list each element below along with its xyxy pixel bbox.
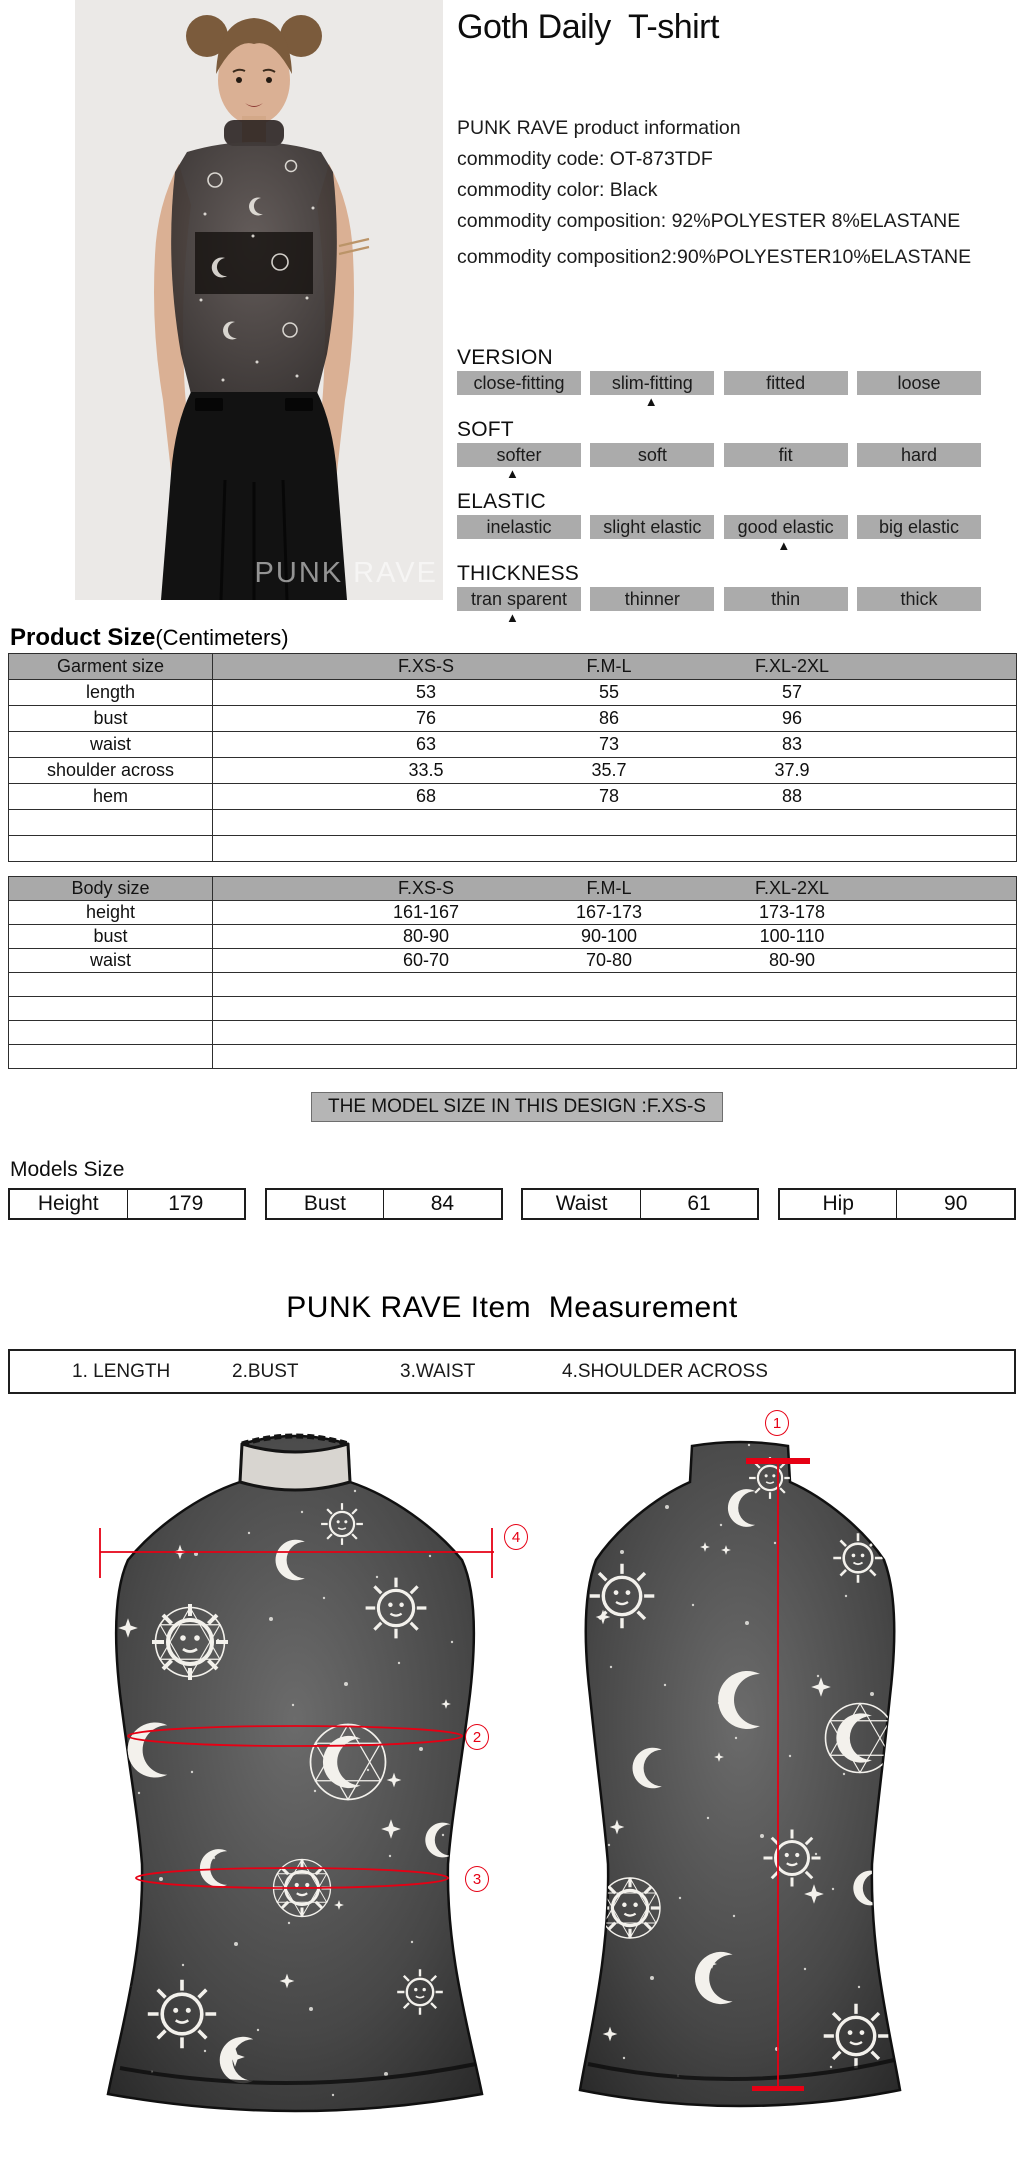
- value-cell: [884, 836, 1017, 862]
- model-photo: [75, 0, 443, 600]
- value-cell: [884, 784, 1017, 810]
- value-cell: [213, 949, 335, 973]
- table-row: [9, 973, 1017, 997]
- attribute-option: soft: [590, 443, 714, 467]
- value-cell: [213, 680, 335, 706]
- measure-marker-4: 4: [504, 1524, 528, 1550]
- value-cell: [884, 1045, 1017, 1069]
- value-cell: 33.5: [335, 758, 518, 784]
- row-label-cell: length: [9, 680, 213, 706]
- legend-item-2: 2.BUST: [232, 1361, 299, 1382]
- value-cell: F.XS-S: [335, 877, 518, 901]
- value-cell: 76: [335, 706, 518, 732]
- table-row: [9, 810, 1017, 836]
- value-cell: [884, 949, 1017, 973]
- attribute-option: thin: [724, 587, 848, 611]
- value-cell: [213, 706, 335, 732]
- row-label-cell: height: [9, 901, 213, 925]
- legend-item-3: 3.WAIST: [400, 1361, 476, 1382]
- product-info-line: PUNK RAVE product information: [457, 117, 741, 139]
- value-cell: [518, 973, 701, 997]
- value-cell: [518, 1045, 701, 1069]
- model-size-box-height: [8, 1188, 246, 1220]
- value-cell: 90-100: [518, 925, 701, 949]
- row-label-cell: shoulder across: [9, 758, 213, 784]
- value-cell: [884, 654, 1017, 680]
- value-cell: 53: [335, 680, 518, 706]
- attribute-name: THICKNESS: [457, 562, 579, 585]
- attribute-thickness: [457, 564, 981, 636]
- models-size-label: Models Size: [10, 1158, 125, 1181]
- table-header-row: [9, 654, 1017, 680]
- value-cell: 100-110: [701, 925, 884, 949]
- value-cell: [213, 973, 335, 997]
- attribute-option: slight elastic: [590, 515, 714, 539]
- table-row: [9, 997, 1017, 1021]
- value-cell: [335, 810, 518, 836]
- attribute-option: tran sparent: [457, 587, 581, 611]
- measurement-heading: PUNK RAVE Item Measurement: [286, 1291, 738, 1324]
- body-size-table: [8, 876, 1017, 1069]
- row-label-cell: bust: [9, 706, 213, 732]
- value-cell: 70-80: [518, 949, 701, 973]
- model-size-box-waist: [521, 1188, 759, 1220]
- table-row: [9, 706, 1017, 732]
- value-cell: [701, 1021, 884, 1045]
- table-row: [9, 1045, 1017, 1069]
- value-cell: [518, 997, 701, 1021]
- value-cell: 37.9: [701, 758, 884, 784]
- value-cell: [884, 877, 1017, 901]
- table-row: [9, 758, 1017, 784]
- value-cell: [213, 877, 335, 901]
- value-cell: F.M-L: [518, 877, 701, 901]
- value-cell: [213, 1045, 335, 1069]
- attribute-option: fitted: [724, 371, 848, 395]
- model-size-name: Waist: [523, 1190, 641, 1218]
- value-cell: [213, 732, 335, 758]
- attribute-name: SOFT: [457, 418, 514, 441]
- value-cell: [335, 1045, 518, 1069]
- row-label-cell: [9, 836, 213, 862]
- value-cell: [884, 925, 1017, 949]
- attribute-option: slim-fitting: [590, 371, 714, 395]
- product-info: [457, 113, 1017, 273]
- value-cell: 63: [335, 732, 518, 758]
- measurement-legend: [8, 1349, 1016, 1394]
- value-cell: [213, 810, 335, 836]
- value-cell: F.XL-2XL: [701, 654, 884, 680]
- product-info-line: commodity composition2:90%POLYESTER10%ELASTANE: [457, 246, 972, 268]
- attribute-option: big elastic: [857, 515, 981, 539]
- attribute-option: fit: [724, 443, 848, 467]
- value-cell: 60-70: [335, 949, 518, 973]
- table-row: [9, 680, 1017, 706]
- value-cell: 80-90: [701, 949, 884, 973]
- value-cell: [884, 973, 1017, 997]
- table-header-row: [9, 877, 1017, 901]
- table-row: [9, 784, 1017, 810]
- garment-back-image: [560, 1438, 920, 2122]
- model-illustration: [75, 0, 443, 600]
- value-cell: 55: [518, 680, 701, 706]
- model-size-box-hip: [778, 1188, 1016, 1220]
- value-cell: [701, 1045, 884, 1069]
- model-size-name: Height: [10, 1190, 128, 1218]
- value-cell: 96: [701, 706, 884, 732]
- value-cell: [884, 997, 1017, 1021]
- product-info-line: commodity code: OT-873TDF: [457, 148, 713, 170]
- legend-item-1: 1. LENGTH: [72, 1361, 171, 1382]
- attribute-name: VERSION: [457, 346, 553, 369]
- value-cell: [518, 810, 701, 836]
- model-size-value: 179: [168, 1192, 204, 1215]
- value-cell: F.M-L: [518, 654, 701, 680]
- page-title: Goth Daily T-shirt: [457, 8, 719, 46]
- model-size-value: 90: [944, 1192, 968, 1215]
- value-cell: 86: [518, 706, 701, 732]
- value-cell: 83: [701, 732, 884, 758]
- value-cell: [884, 810, 1017, 836]
- row-label-cell: waist: [9, 732, 213, 758]
- value-cell: [701, 810, 884, 836]
- attribute-scales: [457, 348, 981, 636]
- model-size-name: Bust: [267, 1190, 385, 1218]
- attribute-version: [457, 348, 981, 420]
- row-label-cell: [9, 1045, 213, 1069]
- value-cell: 173-178: [701, 901, 884, 925]
- row-label-cell: waist: [9, 949, 213, 973]
- product-size-heading: [10, 624, 289, 652]
- value-cell: 167-173: [518, 901, 701, 925]
- garment-size-table: [8, 653, 1017, 862]
- model-size-value: 61: [687, 1192, 711, 1215]
- value-cell: [884, 901, 1017, 925]
- value-cell: F.XL-2XL: [701, 877, 884, 901]
- value-cell: 68: [335, 784, 518, 810]
- selected-marker-icon: ▲: [777, 538, 791, 553]
- value-cell: [884, 680, 1017, 706]
- attribute-name: ELASTIC: [457, 490, 546, 513]
- row-label-cell: [9, 973, 213, 997]
- value-cell: 80-90: [335, 925, 518, 949]
- product-info-line: commodity color: Black: [457, 179, 658, 201]
- product-info-line: commodity composition: 92%POLYESTER 8%ELASTANE: [457, 210, 961, 232]
- legend-item-4: 4.SHOULDER ACROSS: [562, 1361, 768, 1382]
- punk-rave-watermark: PUNK RAVE: [254, 557, 438, 589]
- value-cell: 78: [518, 784, 701, 810]
- measure-marker-1: 1: [765, 1410, 789, 1436]
- selected-marker-icon: ▲: [506, 466, 519, 481]
- value-cell: [518, 836, 701, 862]
- model-size-value: 84: [430, 1192, 455, 1215]
- value-cell: [884, 1021, 1017, 1045]
- attribute-soft: [457, 420, 981, 492]
- value-cell: [884, 732, 1017, 758]
- table-row: [9, 836, 1017, 862]
- selected-marker-icon: ▲: [506, 610, 519, 625]
- value-cell: [884, 758, 1017, 784]
- table-row: [9, 901, 1017, 925]
- attribute-options: [457, 515, 981, 539]
- table-row: [9, 732, 1017, 758]
- value-cell: [701, 836, 884, 862]
- attribute-option: inelastic: [457, 515, 581, 539]
- table-row: [9, 949, 1017, 973]
- value-cell: [213, 836, 335, 862]
- attribute-option: good elastic: [724, 515, 848, 539]
- value-cell: [213, 925, 335, 949]
- value-cell: 88: [701, 784, 884, 810]
- value-cell: [213, 901, 335, 925]
- value-cell: [518, 1021, 701, 1045]
- value-cell: [213, 654, 335, 680]
- product-size-heading-unit: (Centimeters): [155, 625, 289, 650]
- value-cell: 161-167: [335, 901, 518, 925]
- model-size-name: Hip: [780, 1190, 898, 1218]
- attribute-option: close-fitting: [457, 371, 581, 395]
- value-cell: 57: [701, 680, 884, 706]
- row-label-cell: hem: [9, 784, 213, 810]
- measure-marker-3: 3: [465, 1866, 489, 1892]
- value-cell: [213, 758, 335, 784]
- table-row: [9, 1021, 1017, 1045]
- attribute-options: [457, 587, 981, 611]
- value-cell: [213, 784, 335, 810]
- row-label-cell: Garment size: [9, 654, 213, 680]
- row-label-cell: bust: [9, 925, 213, 949]
- product-size-heading-main: Product Size: [10, 624, 156, 651]
- value-cell: [701, 997, 884, 1021]
- attribute-option: loose: [857, 371, 981, 395]
- model-size-box-bust: [265, 1188, 503, 1220]
- row-label-cell: Body size: [9, 877, 213, 901]
- attribute-option: thinner: [590, 587, 714, 611]
- row-label-cell: [9, 997, 213, 1021]
- value-cell: [213, 997, 335, 1021]
- attribute-option: thick: [857, 587, 981, 611]
- attribute-elastic: [457, 492, 981, 564]
- value-cell: 35.7: [518, 758, 701, 784]
- garment-front-image: [90, 1432, 500, 2122]
- row-label-cell: [9, 810, 213, 836]
- value-cell: [335, 1021, 518, 1045]
- table-row: [9, 925, 1017, 949]
- value-cell: [335, 973, 518, 997]
- models-size-row: [8, 1188, 1016, 1220]
- attribute-options: [457, 371, 981, 395]
- value-cell: [213, 1021, 335, 1045]
- measure-marker-2: 2: [465, 1724, 489, 1750]
- row-label-cell: [9, 1021, 213, 1045]
- attribute-option: hard: [857, 443, 981, 467]
- value-cell: 73: [518, 732, 701, 758]
- value-cell: [884, 706, 1017, 732]
- value-cell: [335, 997, 518, 1021]
- selected-marker-icon: ▲: [644, 394, 658, 409]
- attribute-option: softer: [457, 443, 581, 467]
- value-cell: F.XS-S: [335, 654, 518, 680]
- attribute-options: [457, 443, 981, 467]
- value-cell: [701, 973, 884, 997]
- model-size-note: THE MODEL SIZE IN THIS DESIGN :F.XS-S: [311, 1092, 723, 1122]
- value-cell: [335, 836, 518, 862]
